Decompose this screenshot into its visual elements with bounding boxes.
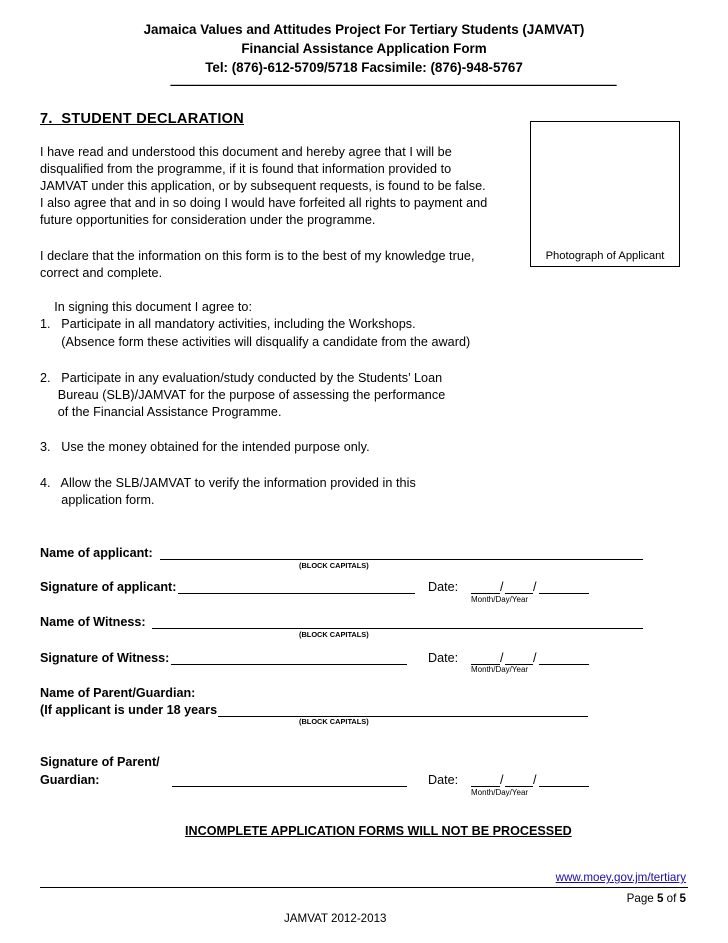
agreement-item: (Absence form these activities will disqualify a candidate from the award) [40,335,471,349]
agreement-item: 2. Participate in any evaluation/study conducted by the Students’ Loan [40,371,443,385]
signature-parent-label: Signature of Parent/ [40,755,160,769]
block-capitals-hint: (BLOCK CAPITALS) [299,630,369,639]
footer-divider [40,887,688,888]
signature-parent-input[interactable] [172,786,407,787]
declaration-line: I have read and understood this document and hereby agree that I will be [40,145,452,159]
photo-box [530,121,680,267]
date-slash: / [533,773,537,787]
moey-link[interactable]: www.moey.gov.jm [555,871,648,884]
declaration-line: future opportunities for consideration under the programme. [40,213,376,227]
header-subtitle: Financial Assistance Application Form [241,41,487,56]
date-format-hint: Month/Day/Year [471,665,529,674]
section-title: 7. STUDENT DECLARATION [40,111,244,127]
date-month-input[interactable] [471,786,500,787]
agreement-item: 3. Use the money obtained for the intended purpose only. [40,440,370,454]
name-witness-input[interactable] [152,628,643,629]
signature-applicant-label: Signature of applicant: [40,580,180,594]
date-label: Date: [428,651,459,665]
footer-url [556,871,686,884]
date-year-input[interactable] [539,593,589,594]
date-slash: / [500,773,504,787]
date-slash: / [533,580,537,594]
date-year-input[interactable] [539,786,589,787]
signature-applicant-input[interactable] [178,593,415,594]
header-title: Jamaica Values and Attitudes Project For Tertiary Students (JAMVAT) [143,22,585,37]
agreement-item: application form. [40,493,155,507]
date-slash: / [533,651,537,665]
declaration-line: JAMVAT under this application, or by subsequent requests, is found to be false. [40,179,486,193]
declaration-line: I declare that the information on this form is to the best of my knowledge true, [40,249,475,263]
date-slash: / [500,580,504,594]
block-capitals-hint: (BLOCK CAPITALS) [299,561,369,570]
date-day-input[interactable] [505,786,533,787]
declaration-line: correct and complete. [40,266,163,280]
moey-link-suffix[interactable]: /tertiary [647,871,686,884]
name-parent-input[interactable] [218,716,588,717]
agreement-item: Bureau (SLB)/JAMVAT for the purpose of assessing the performance [40,388,446,402]
date-year-input[interactable] [539,664,589,665]
declaration-line: disqualified from the programme, if it is found that information provided to [40,162,452,176]
document-code: JAMVAT 2012-2013 [284,912,387,925]
name-witness-label: Name of Witness: [40,615,150,629]
date-format-hint: Month/Day/Year [471,788,529,797]
photo-label: Photograph of Applicant [545,250,665,262]
date-label: Date: [428,580,459,594]
date-day-input[interactable] [505,593,533,594]
date-month-input[interactable] [471,593,500,594]
header-contact: Tel: (876)-612-5709/5718 Facsimile: (876)-948-5767 [205,60,523,75]
signature-parent-label-cont: Guardian: [40,773,100,787]
agreement-item: of the Financial Assistance Programme. [40,405,282,419]
date-slash: / [500,651,504,665]
page-indicator: Page 5 of 5 [626,892,686,905]
name-applicant-label: Name of applicant: [40,546,157,560]
name-applicant-input[interactable] [160,559,643,560]
header-divider: -------------------------------------------------------------------------------------------------------------------------------------------------------------------------------------------------------- [170,80,617,91]
name-parent-label: Name of Parent/Guardian: [40,686,196,700]
agreement-item: 4. Allow the SLB/JAMVAT to verify the information provided in this [40,476,416,490]
agreement-item: 1. Participate in all mandatory activities, including the Workshops. [40,317,416,331]
signature-witness-label: Signature of Witness: [40,651,170,665]
date-format-hint: Month/Day/Year [471,595,529,604]
date-label: Date: [428,773,459,787]
incomplete-notice: INCOMPLETE APPLICATION FORMS WILL NOT BE PROCESSED [185,824,572,838]
block-capitals-hint: (BLOCK CAPITALS) [299,717,369,726]
signature-witness-input[interactable] [171,664,407,665]
declaration-line: I also agree that and in so doing I would have forfeited all rights to payment and [40,196,488,210]
name-parent-condition: (If applicant is under 18 years [40,703,218,717]
agreement-intro: In signing this document I agree to: [40,300,253,314]
